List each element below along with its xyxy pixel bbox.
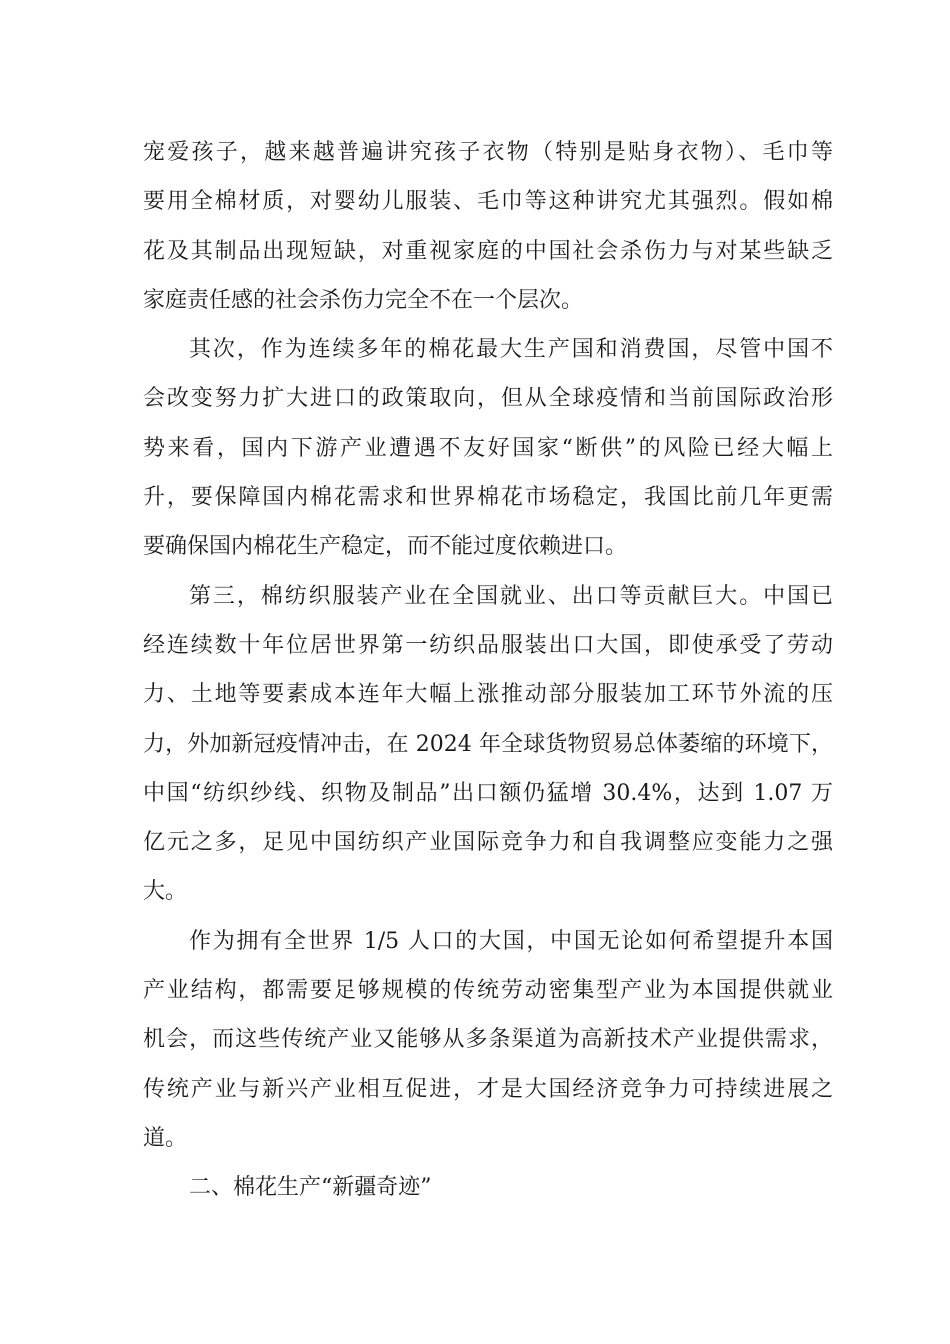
text-line: 升，要保障国内棉花需求和世界棉花市场稳定，我国比前几年更需 <box>143 485 833 511</box>
text-line: 力、土地等要素成本连年大幅上涨推动部分服装加工环节外流的压 <box>143 682 833 708</box>
text-line: 力，外加新冠疫情冲击，在 2024 年全球货物贸易总体萎缩的环境下， <box>143 731 833 757</box>
text-line: 传统产业与新兴产业相互促进，才是大国经济竞争力可持续进展之 <box>143 1076 833 1102</box>
text-line: 大。 <box>143 879 188 905</box>
text-line: 第三，棉纺织服装产业在全国就业、出口等贡献巨大。中国已 <box>189 583 833 609</box>
text-line: 机会，而这些传统产业又能够从多条渠道为高新技术产业提供需求， <box>143 1027 833 1053</box>
text-line: 要确保国内棉花生产稳定，而不能过度依赖进口。 <box>143 534 628 560</box>
text-line: 其次，作为连续多年的棉花最大生产国和消费国，尽管中国不 <box>189 337 833 363</box>
text-line: 亿元之多，足见中国纺织产业国际竞争力和自我调整应变能力之强 <box>143 830 833 856</box>
text-line: 会改变努力扩大进口的政策取向，但从全球疫情和当前国际政治形 <box>143 386 833 412</box>
text-line: 花及其制品出现短缺，对重视家庭的中国社会杀伤力与对某些缺乏 <box>143 238 833 264</box>
text-line: 家庭责任感的社会杀伤力完全不在一个层次。 <box>143 287 584 313</box>
section-heading: 二、棉花生产“新疆奇迹” <box>189 1175 432 1201</box>
text-line: 中国“纺织纱线、织物及制品”出口额仍猛增 30.4%，达到 1.07 万 <box>143 780 833 806</box>
text-line: 势来看，国内下游产业遭遇不友好国家“断供”的风险已经大幅上 <box>143 435 833 461</box>
text-line: 作为拥有全世界 1/5 人口的大国，中国无论如何希望提升本国 <box>189 928 833 954</box>
text-line: 宠爱孩子，越来越普遍讲究孩子衣物（特别是贴身衣物）、毛巾等 <box>143 140 833 165</box>
document-body <box>143 128 833 1213</box>
text-line: 要用全棉材质，对婴幼儿服装、毛巾等这种讲究尤其强烈。假如棉 <box>143 189 833 215</box>
text-line: 产业结构，都需要足够规模的传统劳动密集型产业为本国提供就业 <box>143 978 833 1004</box>
text-line: 经连续数十年位居世界第一纺织品服装出口大国，即使承受了劳动 <box>143 632 833 658</box>
text-line: 道。 <box>143 1125 188 1151</box>
